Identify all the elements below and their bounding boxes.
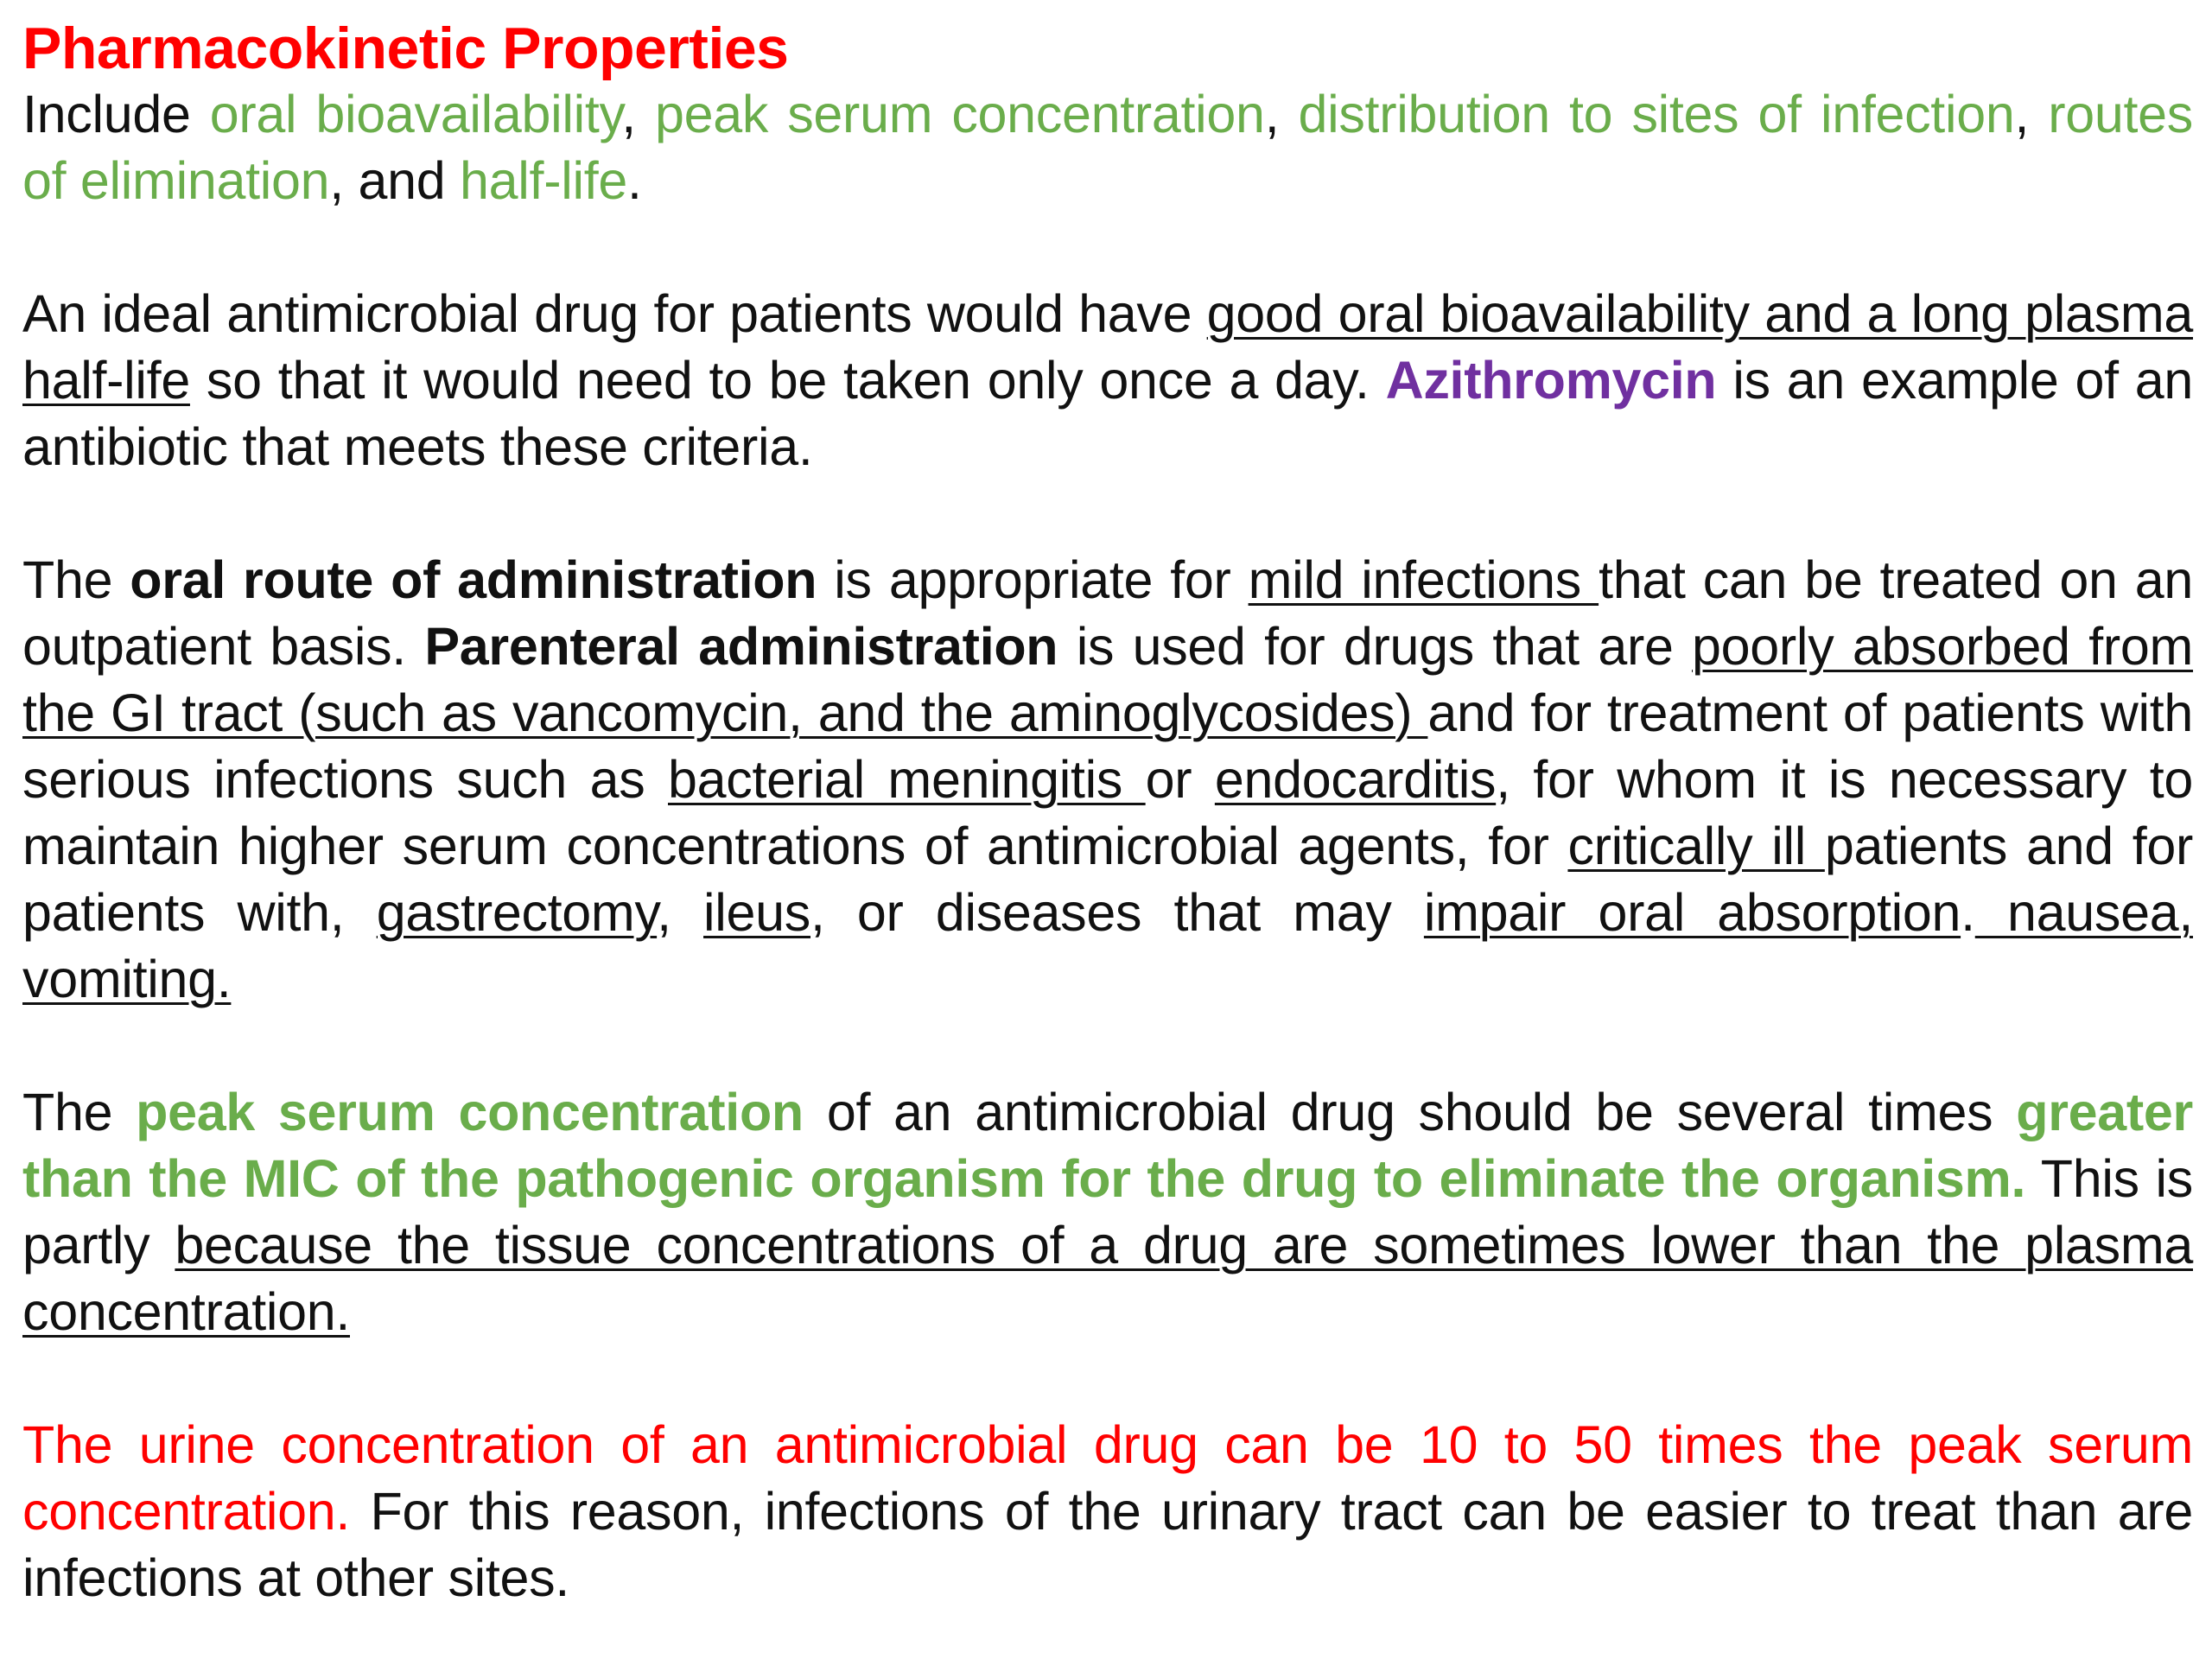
bold-oral-route: oral route of administration [130,550,817,609]
underlined-bacterial-meningitis: bacterial meningitis [668,750,1146,809]
underlined-nausea-vomiting: nausea, vomiting. [22,883,2193,1008]
text-run: is used for drugs that are [1058,617,1693,676]
text-run: patients and for patients with, [22,817,2193,942]
text-run: , or diseases that may [810,883,1424,942]
text-run: This is partly [22,1149,2193,1274]
text-run: , [657,883,704,942]
paragraph-gap [22,1013,2193,1079]
text-run: , [2014,85,2049,143]
highlight-peak-serum-concentration-bold: peak serum concentration [136,1083,804,1141]
text-run: , [1264,85,1299,143]
paragraph-gap [22,480,2193,547]
underlined-bioavailability-half-life: good oral bioavailability and a long plasma half-life [22,284,2193,410]
text-run: , for whom it is necessary to maintain higher serum concentrations of antimicrobial agents, for [22,750,2193,875]
paragraph-peak-serum [22,1079,2193,1345]
text-run: An ideal antimicrobial drug for patients would have [22,284,1207,343]
slide-content [22,16,2193,1611]
text-run: Include [22,85,210,143]
highlight-distribution: distribution to sites of infection [1298,85,2015,143]
highlight-urine-concentration: The urine concentration of an antimicrobial drug can be 10 to 50 times the peak serum concentration. [22,1415,2193,1541]
text-run: so that it would need to be taken only once a day. [189,351,1386,410]
paragraph-routes [22,547,2193,1013]
slide-title: Pharmacokinetic Properties [22,16,789,81]
text-run: is appropriate for [817,550,1249,609]
text-run: and for treatment of patients with serious infections such as [22,683,2193,809]
text-run: For this reason, infections of the urinary tract can be easier to treat than are infections at other sites. [22,1482,2193,1607]
text-run: . [627,151,642,210]
text-run: that can be treated on an outpatient basis. [22,550,2193,676]
text-run: The [22,550,130,609]
highlight-greater-than-mic: greater than the MIC of the pathogenic organism for the drug to eliminate the organism. [22,1083,2193,1208]
paragraph-gap [22,214,2193,281]
highlight-oral-bioavailability: oral bioavailability [209,85,622,143]
underlined-mild-infections: mild infections [1248,550,1599,609]
paragraph-ideal-drug [22,281,2193,480]
paragraph-overview [22,81,2193,214]
text-run: The [22,1083,137,1141]
bold-parenteral-administration: Parenteral administration [424,617,1058,676]
underlined-endocarditis: endocarditis [1214,750,1497,809]
highlight-routes-of-elimination: routes of elimination [22,85,2193,210]
text-run: , [621,85,655,143]
highlight-peak-serum-concentration: peak serum concentration [655,85,1265,143]
underlined-tissue-concentrations: because the tissue concentrations of a drug are sometimes lower than the plasma concentration. [22,1216,2193,1341]
underlined-impair-oral-absorption: impair oral absorption [1423,883,1961,942]
underlined-poorly-absorbed: poorly absorbed from the GI tract (such as vancomycin, and the aminoglycosides) [22,617,2194,742]
text-run: , and [329,151,461,210]
text-run: or [1145,750,1215,809]
text-run: of an antimicrobial drug should be several times [803,1083,2017,1141]
paragraph-gap [22,1345,2193,1412]
paragraph-urine-concentration [22,1412,2193,1611]
drug-azithromycin: Azithromycin [1385,351,1717,410]
underlined-gastrectomy: gastrectomy [376,883,658,942]
text-run: is an example of an antibiotic that meets these criteria. [22,351,2193,476]
underlined-critically-ill: critically ill [1567,817,1825,875]
underlined-ileus: ileus [703,883,811,942]
text-run: . [1961,883,1975,942]
highlight-half-life: half-life [460,151,627,210]
